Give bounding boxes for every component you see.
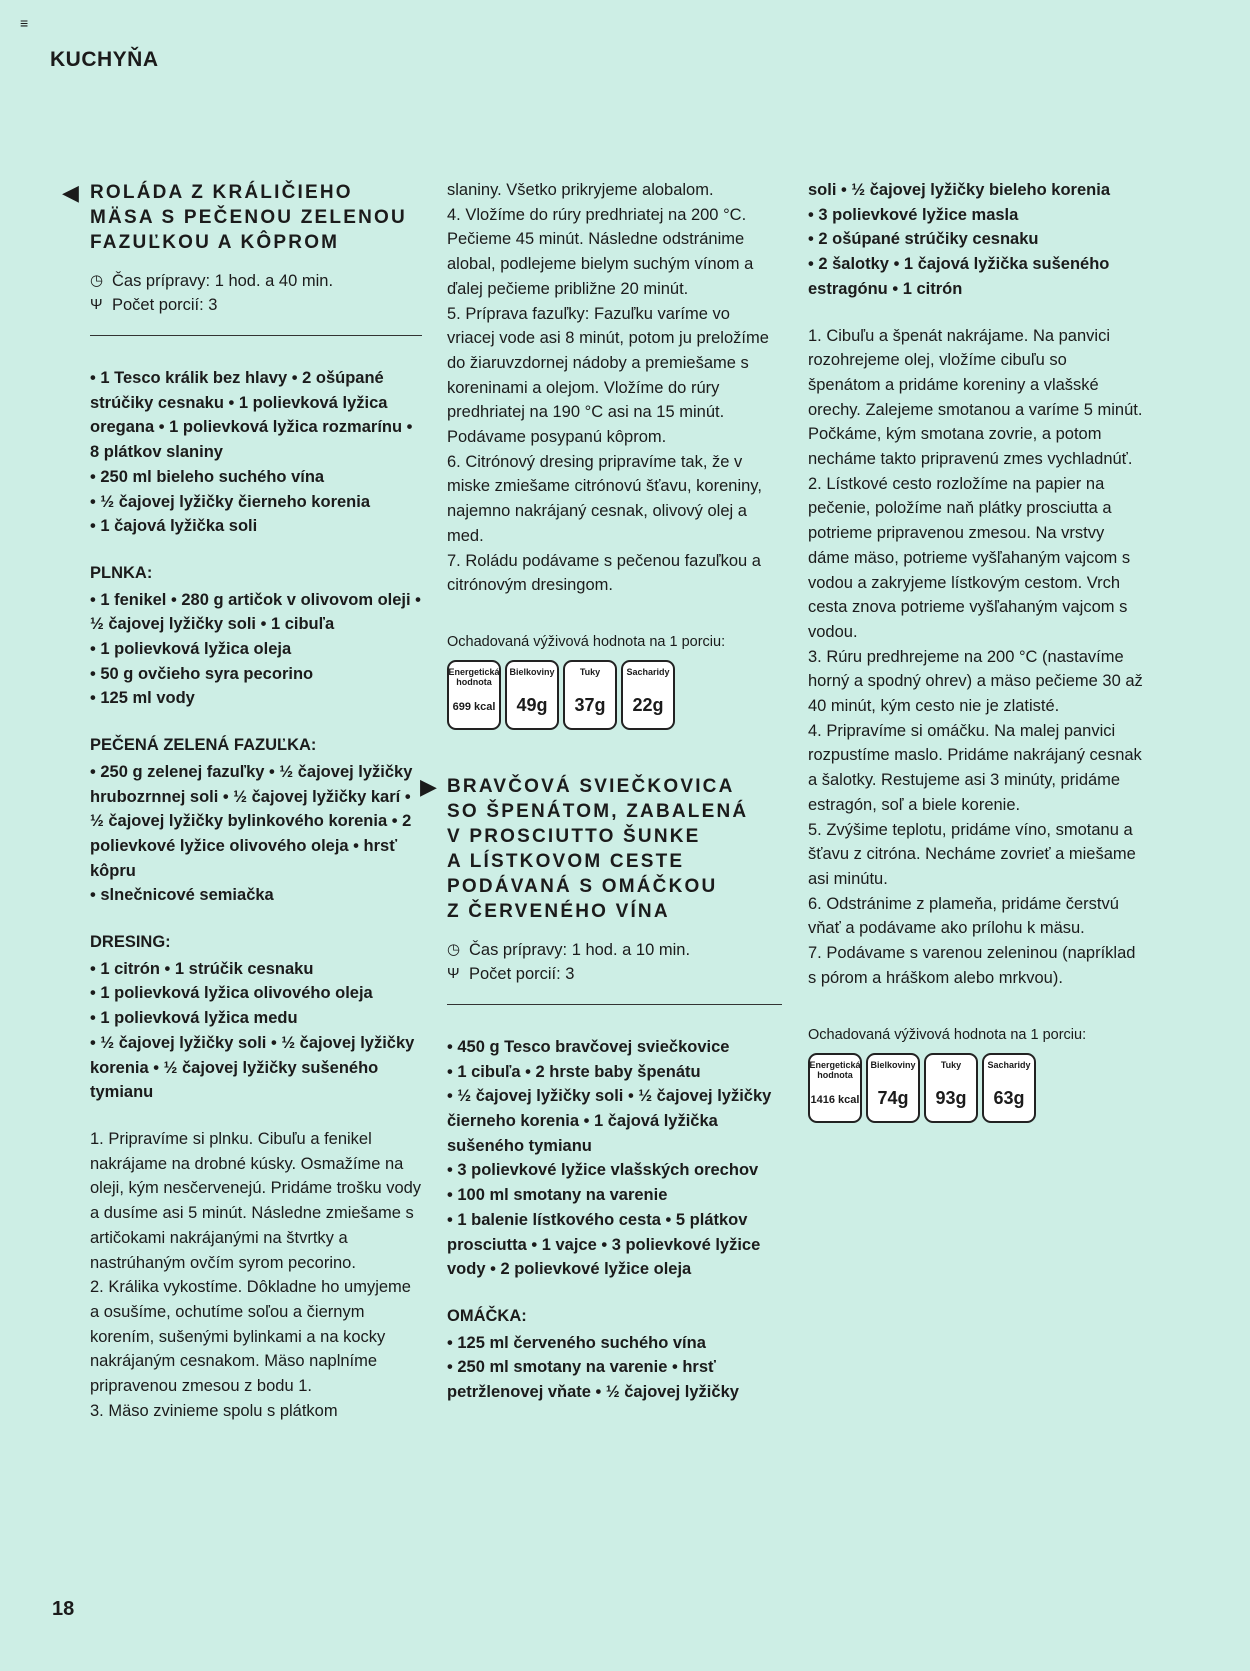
ingredient: • 125 ml červeného suchého vína	[447, 1333, 706, 1352]
nutrition-title: Ochadovaná výživová hodnota na 1 porciu:	[447, 633, 726, 650]
step: 1. Cibuľu a špenát nakrájame. Na panvici rozohrejeme olej, vložíme cibuľu so špenátom a pridáme koreniny a vlašské orechy. Zalejeme smotanou a varíme 5 minút. Počkáme, kým smotana zovrie, a potom necháme takto pripravenú zmes vychladnúť.	[808, 326, 1143, 469]
title-line: SO ŠPENÁTOM, ZABALENÁ	[447, 800, 749, 822]
title-line: ROLÁDA Z KRÁLIČIEHO	[90, 182, 353, 203]
recipe1-title	[62, 180, 422, 255]
ingredient: • 1 balenie lístkového cesta • 5 plátkov prosciutta • 1 vajce • 3 polievkové lyžice vody • 2 polievkové lyžice oleja	[447, 1210, 761, 1279]
ingredient: • 1 Tesco králik bez hlavy • 2 ošúpané strúčiky cesnaku • 1 polievková lyžica oregana • 1 polievková lyžica rozmarínu • 8 plátkov slaniny	[90, 369, 413, 462]
cutlery-icon: Ψ	[447, 964, 460, 982]
nutrition-box-fat: Tuky 93g	[924, 1053, 978, 1123]
nutrition-box-energy: Energetická hodnota 1416 kcal	[808, 1053, 862, 1123]
subheading: PLNKA:	[90, 563, 153, 582]
nutrition-box-protein: Bielkoviny 74g	[866, 1053, 920, 1123]
nutrition-panel	[808, 1025, 1143, 1123]
title-line: FAZUĽKOU A KÔPROM	[90, 232, 340, 253]
nutrition-box-carbs: Sacharidy 63g	[982, 1053, 1036, 1123]
ingredient: • ½ čajovej lyžičky čierneho korenia	[90, 492, 371, 511]
divider	[90, 335, 422, 336]
title-line: V PROSCIUTTO ŠUNKE	[447, 825, 701, 847]
ingredient: • 125 ml vody	[90, 689, 195, 708]
step: 2. Králika vykostíme. Dôkladne ho umyjeme a osušíme, ochutíme soľou a čiernym korením, sušenými bylinkami a na kocky nakrájaným cesnakom. Mäso naplníme pripravenou zmesou z bodu 1.	[90, 1278, 411, 1396]
nutrition-panel	[447, 632, 782, 730]
step: 1. Pripravíme si plnku. Cibuľu a fenikel nakrájame na drobné kúsky. Osmažíme na oleji, kým nesčervenejú. Pridáme trošku vody a dusíme asi 5 minút. Následne zmiešame s artičokami nakrájanými na štvrtky a nastrúhaným ovčím syrom pecorino.	[90, 1129, 422, 1272]
step: 7. Podávame s varenou zeleninou (napríklad s pórom a hráškom alebo mrkvou).	[808, 944, 1136, 987]
prep-time: Čas prípravy: 1 hod. a 40 min.	[112, 272, 334, 290]
step: 3. Rúru predhrejeme na 200 °C (nastavíme horný a spodný ohrev) a mäso pečieme 30 až 40 minút, kým cesto nie je zlatisté.	[808, 647, 1143, 716]
subheading: OMÁČKA:	[447, 1306, 527, 1325]
ingredient: • ½ čajovej lyžičky soli • ½ čajovej lyžičky korenia • ½ čajovej lyžičky sušeného tymianu	[90, 1033, 415, 1102]
ingredient: • 2 šalotky • 1 čajová lyžička sušeného estragónu • 1 citrón	[808, 255, 1110, 298]
recipe1-meta	[62, 269, 422, 317]
nutrition-box-protein: Bielkoviny 49g	[505, 660, 559, 730]
ingredient: • 50 g ovčieho syra pecorino	[90, 664, 314, 683]
title-line: Z ČERVENÉHO VÍNA	[447, 900, 670, 922]
ingredient: • 250 ml bieleho suchého vína	[90, 467, 325, 486]
nutrition-title: Ochadovaná výživová hodnota na 1 porciu:	[808, 1026, 1087, 1043]
column-2	[420, 178, 782, 1405]
ingredient: soli • ½ čajovej lyžičky bieleho korenia	[808, 181, 1110, 199]
title-line: PODÁVANÁ S OMÁČKOU	[447, 875, 718, 897]
clock-icon: ◷	[447, 940, 461, 958]
menu-icon[interactable]: ≡	[20, 15, 29, 31]
title-line: A LÍSTKOVOM CESTE	[447, 850, 685, 872]
title-line: BRAVČOVÁ SVIEČKOVICA	[447, 775, 735, 797]
servings: Počet porcií: 3	[469, 964, 575, 983]
ingredient: • 2 ošúpané strúčiky cesnaku	[808, 230, 1039, 249]
ingredient: • 1 polievková lyžica oleja	[90, 640, 292, 659]
ingredient: • 1 polievková lyžica medu	[90, 1009, 298, 1028]
step: 5. Zvýšime teplotu, pridáme víno, smotanu a šťavu z citróna. Necháme zovrieť a miešame asi minútu.	[808, 820, 1136, 888]
ingredient: • slnečnicové semiačka	[90, 886, 274, 905]
ingredient: • 1 fenikel • 280 g artičok v olivovom oleji • ½ čajovej lyžičky soli • 1 cibuľa	[90, 590, 421, 634]
arrow-left-icon: ◀	[62, 180, 79, 205]
step: slaniny. Všetko prikryjeme alobalom.	[447, 181, 714, 199]
subheading: DRESING:	[90, 933, 171, 952]
ingredient: • ½ čajovej lyžičky soli • ½ čajovej lyžičky čierneho korenia • 1 čajová lyžička sušeného tymianu	[447, 1087, 772, 1155]
nutrition-box-energy: Energetická hodnota 699 kcal	[447, 660, 501, 730]
ingredient: • 3 polievkové lyžice vlašských orechov	[447, 1161, 759, 1180]
step: 3. Mäso zvinieme spolu s plátkom	[90, 1401, 338, 1420]
recipe2-meta	[447, 938, 782, 986]
column-3	[808, 178, 1143, 1123]
step: 7. Roládu podávame s pečenou fazuľkou a citrónovým dresingom.	[447, 551, 761, 595]
nutrition-box-fat: Tuky 37g	[563, 660, 617, 730]
servings: Počet porcií: 3	[112, 296, 218, 314]
section-label: KUCHYŇA	[50, 48, 159, 71]
nutrition-box-carbs: Sacharidy 22g	[621, 660, 675, 730]
divider	[447, 1004, 782, 1005]
ingredient: • 3 polievkové lyžice masla	[808, 205, 1019, 224]
ingredient: • 250 g zelenej fazuľky • ½ čajovej lyžičky hrubozrnnej soli • ½ čajovej lyžičky karí • ½ čajovej lyžičky bylinkového korenia • 2 polievkové lyžice olivového oleja • hrsť kôpru	[90, 762, 413, 880]
step: 6. Odstránime z plameňa, pridáme čerstvú vňať a podávame ako prílohu k mäsu.	[808, 894, 1119, 938]
ingredient: • 1 cibuľa • 2 hrste baby špenátu	[447, 1062, 701, 1081]
arrow-right-icon: ▶	[420, 773, 437, 799]
subheading: PEČENÁ ZELENÁ FAZUĽKA:	[90, 736, 317, 755]
step: 4. Vložíme do rúry predhriatej na 200 °C. Pečieme 45 minút. Následne odstránime alobal, podlejeme bielym suchým vínom a ďalej pečieme približne 20 minút.	[447, 205, 754, 298]
title-line: MÄSA S PEČENOU ZELENOU	[90, 207, 407, 228]
step: 5. Príprava fazuľky: Fazuľku varíme vo vriacej vode asi 8 minút, potom ju preložíme do žiaruvzdornej nádoby a premiešame s koreninami a olejom. Vložíme do rúry predhriatej na 190 °C asi na 15 minút. Podávame posypanú kôprom.	[447, 304, 769, 447]
ingredient: • 1 čajová lyžička soli	[90, 517, 258, 536]
prep-time: Čas prípravy: 1 hod. a 10 min.	[469, 940, 691, 959]
column-1	[62, 180, 422, 1423]
step: 4. Pripravíme si omáčku. Na malej panvici rozpustíme maslo. Pridáme nakrájaný cesnak a šalotky. Restujeme asi 3 minúty, pridáme estragón, soľ a biele korenie.	[808, 721, 1142, 814]
ingredient: • 1 citrón • 1 strúčik cesnaku	[90, 959, 314, 978]
step: 6. Citrónový dresing pripravíme tak, že v miske zmiešame citrónovú šťavu, koreniny, najemno nakrájaný cesnak, olivový olej a med.	[447, 452, 762, 545]
ingredient: • 100 ml smotany na varenie	[447, 1186, 668, 1205]
ingredient: • 250 ml smotany na varenie • hrsť petržlenovej vňate • ½ čajovej lyžičky	[447, 1358, 739, 1402]
page-number: 18	[52, 1598, 75, 1620]
ingredient: • 450 g Tesco bravčovej sviečkovice	[447, 1037, 730, 1056]
recipe2-title	[420, 773, 782, 924]
step: 2. Lístkové cesto rozložíme na papier na pečenie, položíme naň plátky prosciutta a potrieme pripravenou zmesou. Na vrstvy dáme mäso, potrieme vyšľahaným vajcom s vodou a zakryjeme lístkovým cestom. Vrch cesta znova potrieme vyšľahaným vajcom s vodou.	[808, 474, 1131, 641]
ingredient: • 1 polievková lyžica olivového oleja	[90, 984, 373, 1003]
cutlery-icon: Ψ	[90, 296, 103, 313]
clock-icon: ◷	[90, 272, 104, 289]
